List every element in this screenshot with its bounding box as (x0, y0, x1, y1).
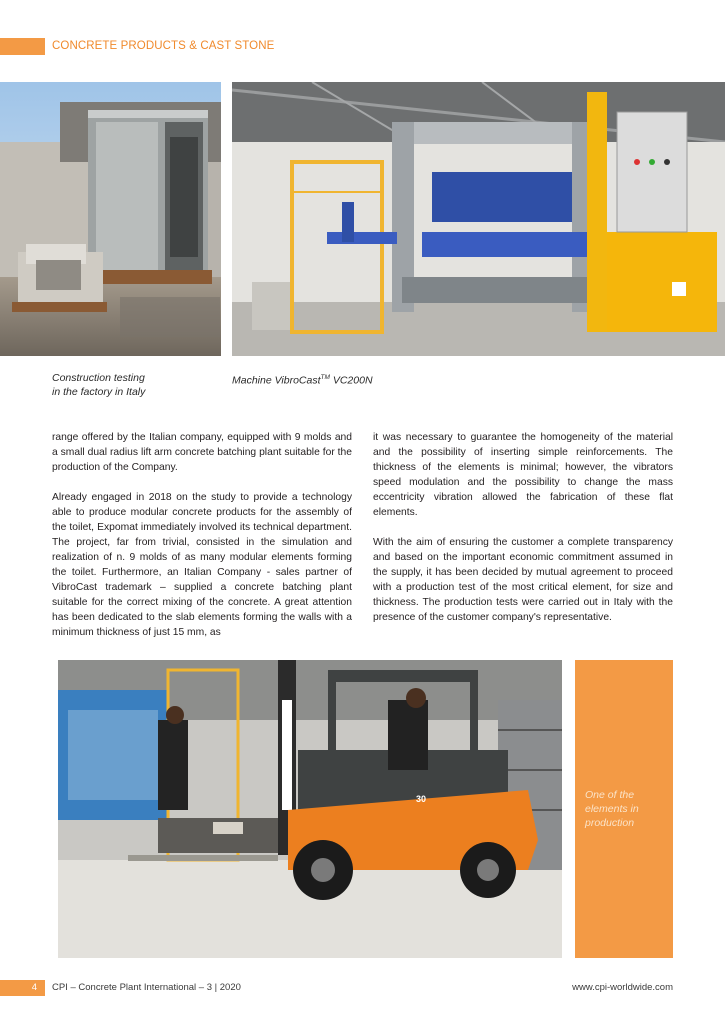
website-link[interactable]: www.cpi-worldwide.com (572, 982, 673, 993)
forklift-brand-label: TOYOTA (281, 720, 290, 759)
construction-testing-caption: Construction testing in the factory in Italy (52, 372, 146, 398)
article-left-column (52, 430, 352, 640)
paragraph: Already engaged in 2018 on the study to provide a technology able to produce modular concrete products for the assembly of the toilet, Expomat immediately involved its technical department. The project, far from trivial, consisted in the simulation and realization of n. 9 molds of as many modular elements forming the toilet. Furthermore, an Italian Company - sales partner of VibroCast trademark – supplied a concrete batching plant suitable for the correct mixing of the concrete. A great attention has been dedicated to the slab elements forming the walls with a minimum thickness of just 15 mm, as (52, 492, 352, 638)
paragraph: it was necessary to guarantee the homogeneity of the material and the possibility of inserting simple reinforcements. The thickness of the elements is minimal; however, the vibrators speed modulation and the possibility to change the mass eccentricity vibration allowed the fabrication of these flat elements. (373, 432, 673, 518)
production-caption: One of the elements in production (585, 789, 639, 829)
section-title: CONCRETE PRODUCTS & CAST STONE (52, 40, 275, 52)
page-number: 4 (0, 980, 45, 996)
forklift-production-photo (58, 660, 562, 958)
header-accent-bar (0, 38, 45, 55)
article-right-column (373, 430, 673, 625)
publication-info: CPI – Concrete Plant International – 3 | 2020 (52, 982, 241, 993)
construction-testing-photo (0, 82, 221, 356)
vibrocast-machine-photo (232, 82, 725, 356)
paragraph: With the aim of ensuring the customer a complete transparency and based on the important economic commitment assumed in the supply, it has been decided by mutual agreement to proceed with a production test of the most critical element, for size and thickness. The production tests were carried out in Italy with the presence of the customer company's representative. (373, 537, 673, 623)
paragraph: range offered by the Italian company, equipped with 9 molds and a small dual radius lift arm concrete batching plant suitable for the production of the Company. (52, 432, 352, 473)
machine-caption: Machine VibroCast™ VC200N (232, 374, 373, 387)
forklift-model-label: 30 (416, 794, 427, 804)
